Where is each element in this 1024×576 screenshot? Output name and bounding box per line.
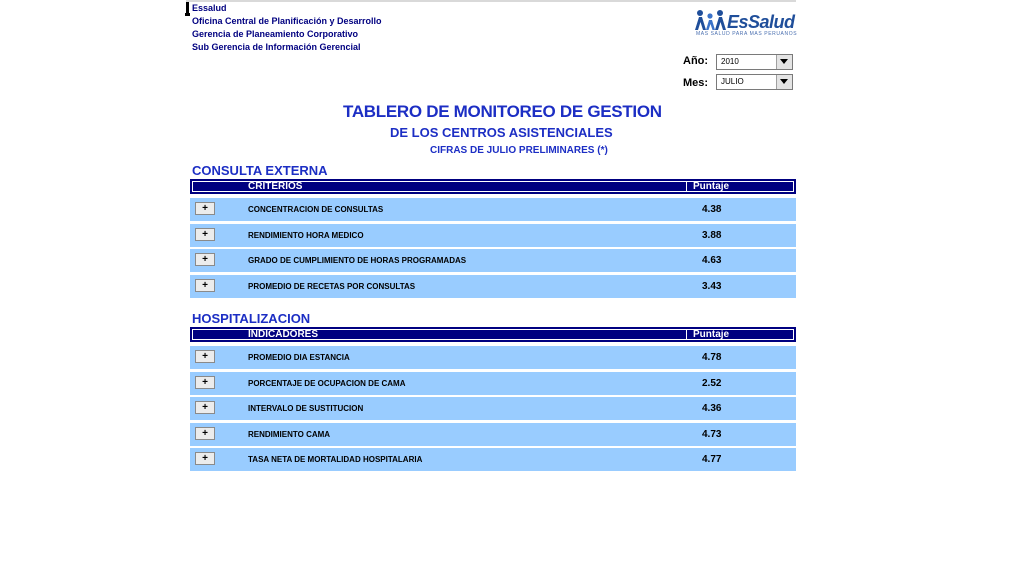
expand-button[interactable]: + bbox=[195, 350, 215, 363]
cell-cursor-icon bbox=[185, 2, 190, 16]
month-label: Mes: bbox=[683, 77, 709, 89]
row-score: 2.52 bbox=[702, 377, 722, 389]
row-label: INTERVALO DE SUSTITUCION bbox=[248, 404, 364, 413]
row-label: PORCENTAJE DE OCUPACION DE CAMA bbox=[248, 378, 406, 388]
row-label: PROMEDIO DIA ESTANCIA bbox=[248, 353, 350, 362]
row-score: 4.78 bbox=[702, 352, 722, 363]
header-criterios: CRITERIOS bbox=[248, 181, 303, 192]
table-header bbox=[190, 179, 796, 194]
year-select-value: 2010 bbox=[721, 57, 739, 66]
month-dropdown-button[interactable] bbox=[776, 75, 792, 89]
org-line-essalud: Essalud bbox=[192, 3, 227, 13]
chevron-down-icon bbox=[780, 79, 788, 84]
row-label: PROMEDIO DE RECETAS POR CONSULTAS bbox=[248, 281, 416, 291]
row-label: TASA NETA DE MORTALIDAD HOSPITALARIA bbox=[248, 455, 423, 464]
year-label: Año: bbox=[683, 55, 709, 67]
row-label: CONCENTRACION DE CONSULTAS bbox=[248, 205, 384, 214]
row-score: 3.43 bbox=[702, 280, 722, 292]
header-indicadores: INDICADORES bbox=[248, 329, 319, 340]
org-line-subgerencia: Sub Gerencia de Información Gerencial bbox=[192, 42, 361, 52]
org-line-gerencia: Gerencia de Planeamiento Corporativo bbox=[192, 29, 359, 39]
month-select[interactable] bbox=[716, 74, 793, 90]
page-subtitle: DE LOS CENTROS ASISTENCIALES bbox=[390, 125, 613, 140]
table-row bbox=[190, 198, 796, 221]
expand-button[interactable]: + bbox=[195, 401, 215, 414]
row-label: RENDIMIENTO HORA MEDICO bbox=[248, 230, 364, 240]
page-note: CIFRAS DE JULIO PRELIMINARES (*) bbox=[430, 145, 608, 156]
logo-text: EsSalud bbox=[727, 12, 795, 32]
header-divider bbox=[686, 182, 687, 191]
table-row bbox=[190, 275, 796, 298]
month-select-value: JULIO bbox=[721, 77, 744, 86]
table-row bbox=[190, 346, 796, 369]
chevron-down-icon bbox=[780, 59, 788, 64]
table-row bbox=[190, 423, 796, 446]
table-row bbox=[190, 372, 796, 395]
section-title-hospitalizacion: HOSPITALIZACION bbox=[192, 311, 311, 326]
row-score: 4.36 bbox=[702, 403, 722, 414]
table-row bbox=[190, 224, 796, 247]
logo-tagline: MAS SALUD PARA MAS PERUANOS bbox=[696, 31, 798, 37]
sheet-top-border bbox=[186, 0, 796, 2]
table-row bbox=[190, 448, 796, 471]
header-puntaje: Puntaje bbox=[693, 329, 730, 340]
row-score: 4.77 bbox=[702, 454, 722, 465]
consulta-externa-table bbox=[190, 179, 796, 298]
table-row bbox=[190, 249, 796, 272]
page-title: TABLERO DE MONITOREO DE GESTION bbox=[343, 102, 662, 121]
hospitalizacion-table bbox=[190, 327, 796, 471]
year-dropdown-button[interactable] bbox=[776, 55, 792, 69]
expand-button[interactable]: + bbox=[195, 376, 215, 389]
expand-button[interactable]: + bbox=[195, 452, 215, 465]
table-header bbox=[190, 327, 796, 342]
section-title-consulta-externa: CONSULTA EXTERNA bbox=[192, 163, 328, 178]
expand-button[interactable]: + bbox=[195, 279, 215, 292]
row-score: 3.88 bbox=[702, 229, 722, 241]
row-label: GRADO DE CUMPLIMIENTO DE HORAS PROGRAMADAS bbox=[248, 256, 467, 265]
family-figures-icon bbox=[694, 8, 728, 32]
expand-button[interactable]: + bbox=[195, 427, 215, 440]
essalud-logo bbox=[694, 8, 798, 38]
year-select[interactable] bbox=[716, 54, 793, 70]
table-row bbox=[190, 397, 796, 420]
row-score: 4.63 bbox=[702, 255, 722, 266]
row-score: 4.38 bbox=[702, 204, 722, 215]
org-line-oficina: Oficina Central de Planificación y Desarrollo bbox=[192, 16, 382, 26]
expand-button[interactable]: + bbox=[195, 202, 215, 215]
expand-button[interactable]: + bbox=[195, 253, 215, 266]
header-puntaje: Puntaje bbox=[693, 181, 730, 192]
expand-button[interactable]: + bbox=[195, 228, 215, 241]
header-divider bbox=[686, 330, 687, 339]
row-label: RENDIMIENTO CAMA bbox=[248, 429, 331, 439]
row-score: 4.73 bbox=[702, 428, 722, 440]
